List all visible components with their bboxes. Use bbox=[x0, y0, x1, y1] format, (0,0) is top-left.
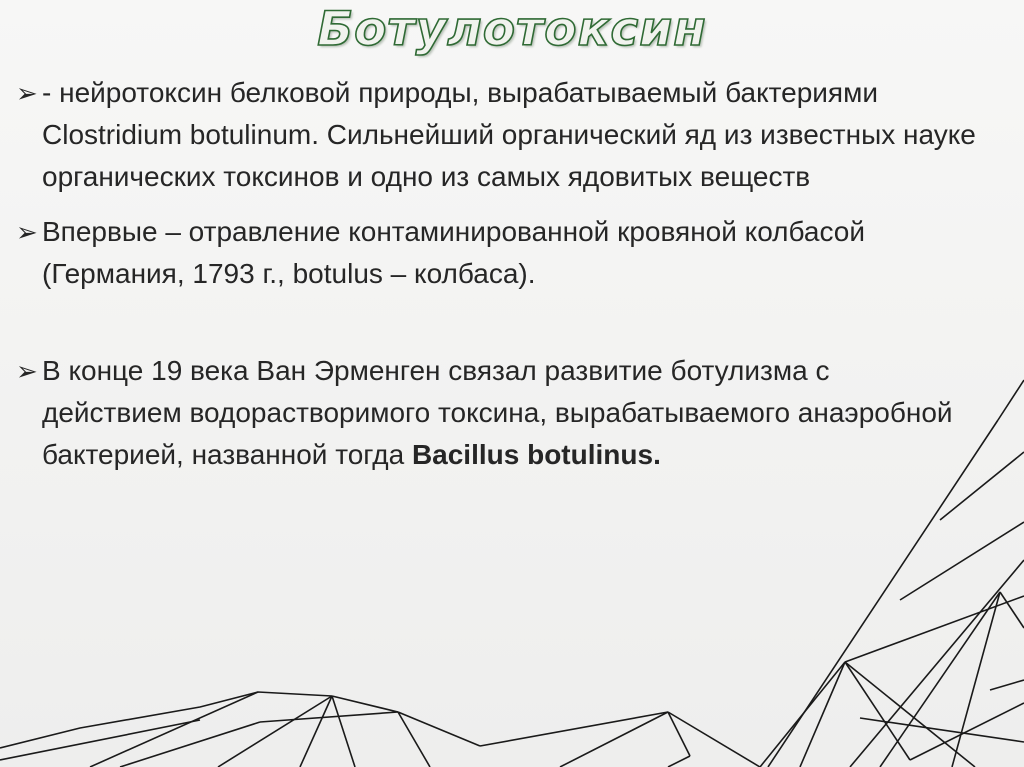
arrow-bullet-icon: ➢ bbox=[16, 78, 38, 108]
arrow-bullet-icon: ➢ bbox=[16, 217, 38, 247]
bullet-text: В конце 19 века Ван Эрменген связал развитие ботулизма с действием водорастворимого токсина, вырабатываемого анаэробной бактерией, названной тогда bbox=[42, 355, 953, 470]
bullet-text: - нейротоксин белковой природы, вырабатываемый бактериями Clostridium botulinum. Сильнейший органический яд из известных науке органических токсинов и одно из самых ядовитых веществ bbox=[42, 77, 976, 192]
bullet-item bbox=[16, 211, 976, 295]
bullet-text: Впервые – отравление контаминированной кровяной колбасой (Германия, 1793 г., botulus – колбаса). bbox=[42, 216, 866, 289]
bullet-emphasis: Bacillus botulinus. bbox=[411, 439, 661, 470]
bullet-item bbox=[16, 72, 976, 198]
bullet-item bbox=[16, 350, 976, 476]
bullet-list bbox=[16, 72, 976, 476]
slide-title: Ботулотоксин bbox=[317, 2, 707, 57]
arrow-bullet-icon: ➢ bbox=[16, 356, 38, 386]
